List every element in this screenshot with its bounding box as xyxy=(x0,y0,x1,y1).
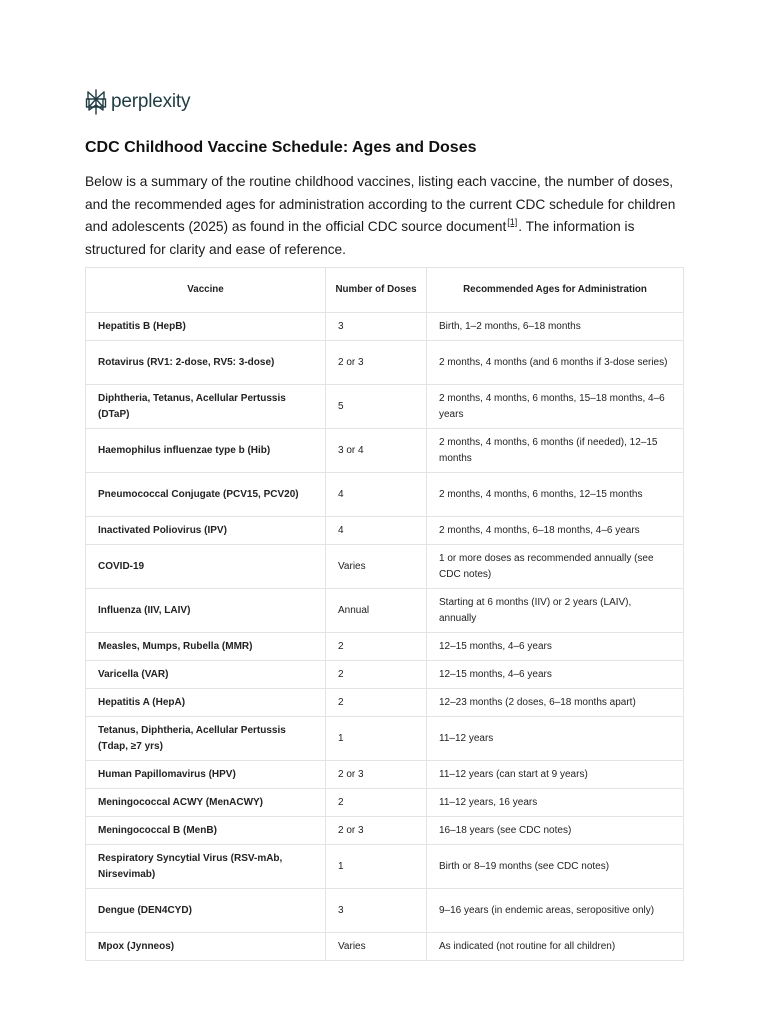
table-row xyxy=(86,845,684,889)
ages-cell: 2 months, 4 months, 6 months, 12–15 months xyxy=(427,473,684,517)
vaccine-cell: Human Papillomavirus (HPV) xyxy=(86,761,326,789)
header-number-of-doses: Number of Doses xyxy=(326,268,427,313)
vaccine-cell: Tetanus, Diphtheria, Acellular Pertussis (Tdap, ≥7 yrs) xyxy=(86,717,326,761)
ages-cell: 12–15 months, 4–6 years xyxy=(427,661,684,689)
vaccine-cell: Mpox (Jynneos) xyxy=(86,933,326,961)
ages-cell: 16–18 years (see CDC notes) xyxy=(427,817,684,845)
doses-cell: Varies xyxy=(326,545,427,589)
brand-name: perplexity xyxy=(111,91,191,112)
doses-cell: 2 or 3 xyxy=(326,761,427,789)
ages-cell: 11–12 years xyxy=(427,717,684,761)
table-row xyxy=(86,473,684,517)
ages-cell: 2 months, 4 months, 6–18 months, 4–6 years xyxy=(427,517,684,545)
ages-cell: 1 or more doses as recommended annually (see CDC notes) xyxy=(427,545,684,589)
doses-cell: 2 xyxy=(326,633,427,661)
doses-cell: 1 xyxy=(326,717,427,761)
ages-cell: Birth, 1–2 months, 6–18 months xyxy=(427,313,684,341)
doses-cell: 3 or 4 xyxy=(326,429,427,473)
vaccine-cell: Rotavirus (RV1: 2-dose, RV5: 3-dose) xyxy=(86,341,326,385)
table-row xyxy=(86,313,684,341)
table-row xyxy=(86,689,684,717)
vaccine-cell: Measles, Mumps, Rubella (MMR) xyxy=(86,633,326,661)
doses-cell: 4 xyxy=(326,473,427,517)
ages-cell: Starting at 6 months (IIV) or 2 years (LAIV), annually xyxy=(427,589,684,633)
ages-cell: Birth or 8–19 months (see CDC notes) xyxy=(427,845,684,889)
table-row xyxy=(86,661,684,689)
intro-text-after: . The information is structured for clarity and ease of reference. xyxy=(85,219,635,257)
doses-cell: 2 xyxy=(326,661,427,689)
vaccine-cell: Meningococcal ACWY (MenACWY) xyxy=(86,789,326,817)
doses-cell: 3 xyxy=(326,889,427,933)
vaccine-cell: Pneumococcal Conjugate (PCV15, PCV20) xyxy=(86,473,326,517)
intro-text-before: Below is a summary of the routine childhood vaccines, listing each vaccine, the number of doses, and the recommended ages for administration according to the current CDC schedule for children and adolescents (2025) as found in the official CDC source document xyxy=(85,174,676,234)
perplexity-logo-icon xyxy=(85,89,107,115)
ages-cell: 2 months, 4 months, 6 months (if needed), 12–15 months xyxy=(427,429,684,473)
ages-cell: 12–23 months (2 doses, 6–18 months apart) xyxy=(427,689,684,717)
ages-cell: 11–12 years, 16 years xyxy=(427,789,684,817)
table-row xyxy=(86,385,684,429)
vaccine-cell: Influenza (IIV, LAIV) xyxy=(86,589,326,633)
table-row xyxy=(86,589,684,633)
vaccine-cell: Haemophilus influenzae type b (Hib) xyxy=(86,429,326,473)
doses-cell: 2 xyxy=(326,689,427,717)
table-row xyxy=(86,817,684,845)
vaccine-cell: Diphtheria, Tetanus, Acellular Pertussis (DTaP) xyxy=(86,385,326,429)
vaccine-cell: COVID-19 xyxy=(86,545,326,589)
doses-cell: 2 xyxy=(326,789,427,817)
citation-link[interactable]: [1] xyxy=(507,217,518,227)
doses-cell: 1 xyxy=(326,845,427,889)
vaccine-schedule-table xyxy=(85,267,684,961)
vaccine-cell: Dengue (DEN4CYD) xyxy=(86,889,326,933)
doses-cell: 3 xyxy=(326,313,427,341)
ages-cell: 11–12 years (can start at 9 years) xyxy=(427,761,684,789)
header-recommended-ages: Recommended Ages for Administration xyxy=(427,268,684,313)
vaccine-cell: Varicella (VAR) xyxy=(86,661,326,689)
table-row xyxy=(86,517,684,545)
perplexity-logo xyxy=(85,89,190,115)
table-row xyxy=(86,633,684,661)
table-row xyxy=(86,933,684,961)
doses-cell: Varies xyxy=(326,933,427,961)
doses-cell: 4 xyxy=(326,517,427,545)
doses-cell: 2 or 3 xyxy=(326,341,427,385)
table-row xyxy=(86,889,684,933)
vaccine-cell: Respiratory Syncytial Virus (RSV-mAb, Nirsevimab) xyxy=(86,845,326,889)
intro-paragraph xyxy=(85,171,685,261)
ages-cell: 12–15 months, 4–6 years xyxy=(427,633,684,661)
vaccine-cell: Hepatitis A (HepA) xyxy=(86,689,326,717)
doses-cell: 2 or 3 xyxy=(326,817,427,845)
ages-cell: 2 months, 4 months, 6 months, 15–18 months, 4–6 years xyxy=(427,385,684,429)
vaccine-cell: Hepatitis B (HepB) xyxy=(86,313,326,341)
vaccine-cell: Inactivated Poliovirus (IPV) xyxy=(86,517,326,545)
document-title: CDC Childhood Vaccine Schedule: Ages and Doses xyxy=(85,139,477,156)
table-row xyxy=(86,429,684,473)
doses-cell: 5 xyxy=(326,385,427,429)
table-row xyxy=(86,545,684,589)
ages-cell: 2 months, 4 months (and 6 months if 3-dose series) xyxy=(427,341,684,385)
table-row xyxy=(86,789,684,817)
header-vaccine: Vaccine xyxy=(86,268,326,313)
ages-cell: 9–16 years (in endemic areas, seropositive only) xyxy=(427,889,684,933)
doses-cell: Annual xyxy=(326,589,427,633)
table-row xyxy=(86,717,684,761)
table-row xyxy=(86,341,684,385)
table-header-row xyxy=(86,268,684,313)
vaccine-cell: Meningococcal B (MenB) xyxy=(86,817,326,845)
table-row xyxy=(86,761,684,789)
ages-cell: As indicated (not routine for all children) xyxy=(427,933,684,961)
